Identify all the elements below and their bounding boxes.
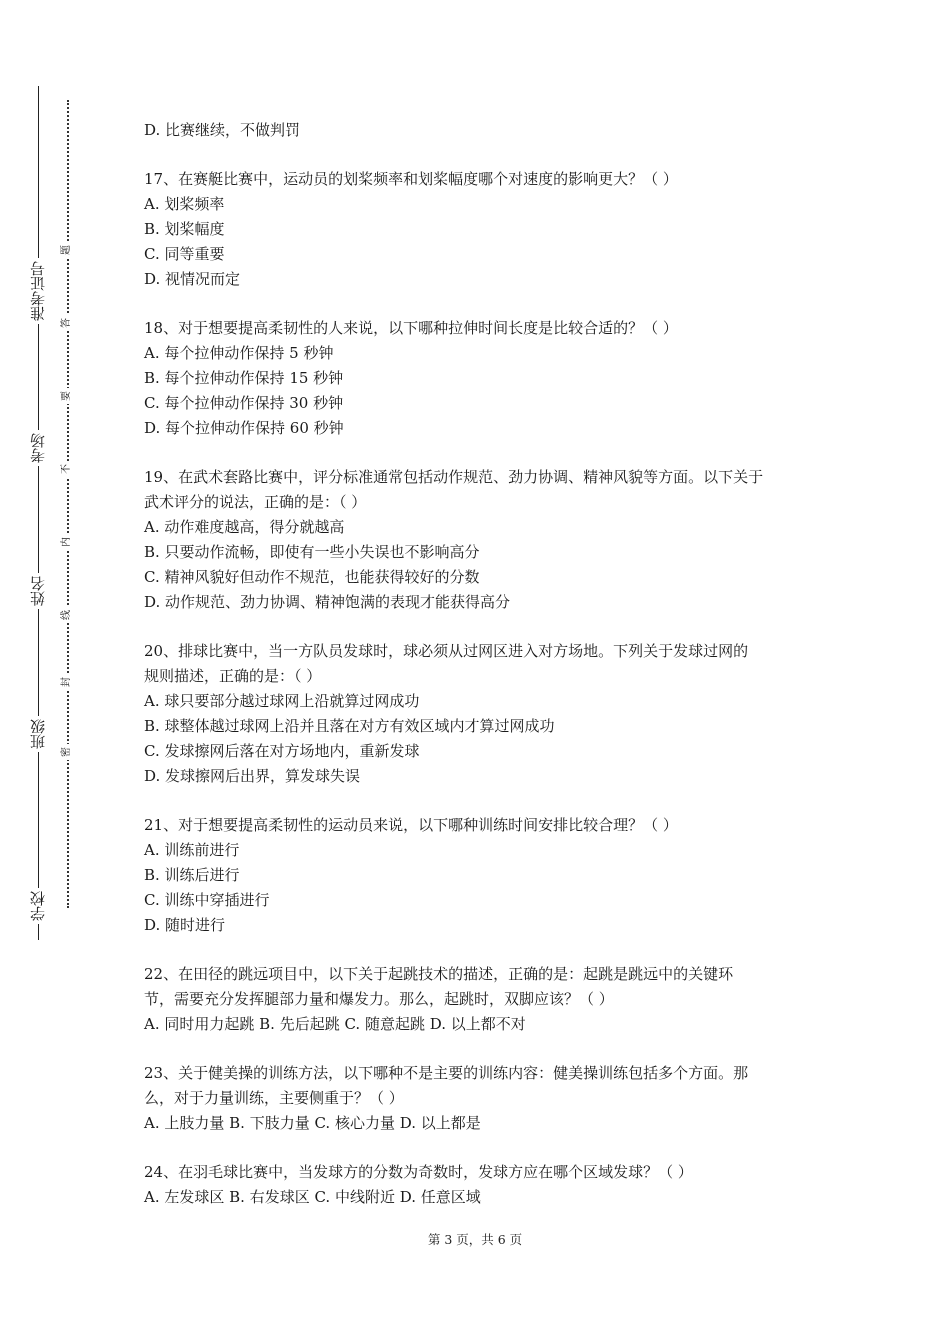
seal-dotted-line (67, 100, 69, 908)
question-block (144, 639, 814, 789)
seal-char: 题 (60, 242, 74, 258)
answer-option: A. 上肢力量 B. 下肢力量 C. 核心力量 D. 以上都是 (144, 1114, 481, 1132)
question-stem: 20、排球比赛中，当一方队员发球时，球必须从过网区进入对方场地。下列关于发球过网的 (144, 642, 749, 660)
field-exam-room: 考场 (24, 430, 52, 466)
question-block (144, 167, 814, 292)
answer-option: C. 精神风貌好但动作不规范，也能获得较好的分数 (144, 568, 480, 586)
question-block (144, 962, 814, 1037)
seal-char: 内 (60, 534, 74, 550)
answer-option: D. 视情况而定 (144, 270, 241, 288)
answer-option: C. 每个拉伸动作保持 30 秒钟 (144, 394, 344, 412)
question-stem: 23、关于健美操的训练方法，以下哪种不是主要的训练内容：健美操训练包括多个方面。那 (144, 1064, 749, 1082)
question-stem: 规则描述，正确的是：（ ） (144, 667, 322, 685)
answer-option: D. 比赛继续，不做判罚 (144, 121, 301, 139)
question-block (144, 465, 814, 615)
question-block (144, 1061, 814, 1136)
question-stem: 17、在赛艇比赛中，运动员的划桨频率和划桨幅度哪个对速度的影响更大？（ ） (144, 170, 678, 188)
answer-option: B. 训练后进行 (144, 866, 240, 884)
answer-option: B. 只要动作流畅，即使有一些小失误也不影响高分 (144, 543, 480, 561)
field-name: 姓名 (24, 573, 52, 609)
field-class: 班级 (24, 716, 52, 752)
question-stem: 24、在羽毛球比赛中，当发球方的分数为奇数时，发球方应在哪个区域发球？（ ） (144, 1163, 693, 1181)
question-block (144, 1160, 814, 1210)
question-list (144, 118, 814, 1234)
question-stem: 19、在武术套路比赛中，评分标准通常包括动作规范、劲力协调、精神风貌等方面。以下关于 (144, 468, 764, 486)
answer-option: A. 每个拉伸动作保持 5 秒钟 (144, 344, 334, 362)
question-block (144, 813, 814, 938)
question-stem: 节，需要充分发挥腿部力量和爆发力。那么，起跳时，双脚应该？（ ） (144, 990, 614, 1008)
page-footer: 第 3 页，共 6 页 (427, 1232, 523, 1247)
seal-char: 线 (60, 607, 74, 623)
answer-option: A. 同时用力起跳 B. 先后起跳 C. 随意起跳 D. 以上都不对 (144, 1015, 526, 1033)
answer-option: B. 球整体越过球网上沿并且落在对方有效区域内才算过网成功 (144, 717, 555, 735)
answer-option: D. 动作规范、劲力协调、精神饱满的表现才能获得高分 (144, 593, 511, 611)
field-exam-number: 准考证号 (24, 258, 52, 324)
answer-option: D. 随时进行 (144, 916, 226, 934)
seal-char: 要 (60, 388, 74, 404)
answer-option: B. 每个拉伸动作保持 15 秒钟 (144, 369, 344, 387)
answer-option: A. 动作难度越高，得分就越高 (144, 518, 345, 536)
seal-char: 封 (60, 674, 74, 690)
question-stem: 22、在田径的跳远项目中，以下关于起跳技术的描述，正确的是：起跳是跳远中的关键环 (144, 965, 734, 983)
question-stem: 21、对于想要提高柔韧性的运动员来说，以下哪种训练时间安排比较合理？（ ） (144, 816, 678, 834)
answer-option: B. 划桨幅度 (144, 220, 225, 238)
binding-solid-line (38, 86, 39, 940)
field-school: 学校 (24, 888, 52, 924)
question-stem: 18、对于想要提高柔韧性的人来说，以下哪种拉伸时间长度是比较合适的？（ ） (144, 319, 678, 337)
answer-option: A. 球只要部分越过球网上沿就算过网成功 (144, 692, 420, 710)
question-block (144, 316, 814, 441)
question-block (144, 118, 814, 143)
answer-option: A. 划桨频率 (144, 195, 225, 213)
answer-option: C. 训练中穿插进行 (144, 891, 270, 909)
answer-option: A. 训练前进行 (144, 841, 240, 859)
answer-option: C. 同等重要 (144, 245, 225, 263)
answer-option: C. 发球擦网后落在对方场地内，重新发球 (144, 742, 420, 760)
seal-char: 密 (60, 744, 74, 760)
question-stem: 么，对于力量训练，主要侧重于？（ ） (144, 1089, 404, 1107)
answer-option: D. 发球擦网后出界，算发球失误 (144, 767, 361, 785)
answer-option: D. 每个拉伸动作保持 60 秒钟 (144, 419, 344, 437)
question-stem: 武术评分的说法，正确的是：（ ） (144, 493, 367, 511)
answer-option: A. 左发球区 B. 右发球区 C. 中线附近 D. 任意区域 (144, 1188, 481, 1206)
seal-char: 不 (60, 461, 74, 477)
seal-char: 答 (60, 315, 74, 331)
binding-margin (0, 0, 110, 1344)
